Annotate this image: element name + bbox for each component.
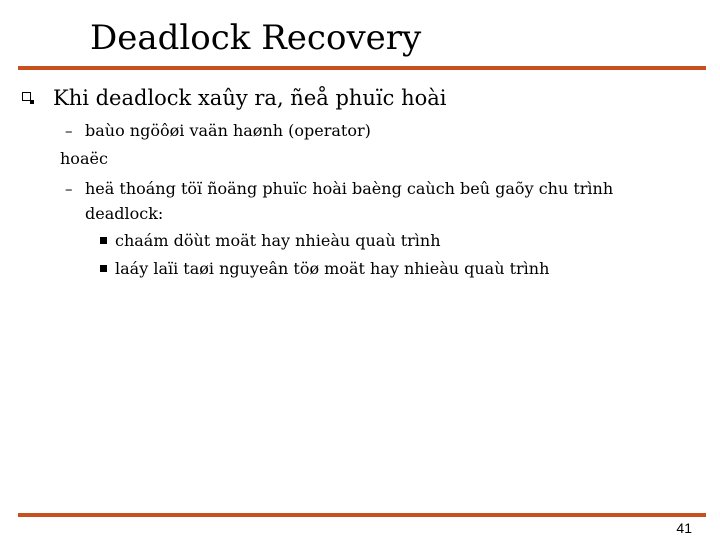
dash-icon: – (65, 122, 73, 140)
sub-bullet-1: baùo ngöôøi vaän haønh (operator) (85, 121, 371, 140)
sub-sub-bullet-1: chaám döùt moät hay nhieàu quaù trình (115, 231, 441, 250)
slide-title: Deadlock Recovery (90, 18, 422, 58)
sub-bullet-2-line-1: heä thoáng töï ñoäng phuïc hoài baèng caùch beû gaõy chu trình (85, 179, 614, 198)
sub-bullet-2-line-2: deadlock: (85, 204, 164, 223)
dash-icon: – (65, 180, 73, 198)
square-bullet-icon (22, 92, 31, 101)
connector-text: hoaëc (60, 149, 108, 168)
filled-square-bullet-icon (100, 265, 107, 272)
title-rule (18, 66, 706, 70)
sub-sub-bullet-2: laáy laïi taøi nguyeân töø moät hay nhieàu quaù trình (115, 259, 550, 278)
filled-square-bullet-icon (100, 237, 107, 244)
main-bullet-text: Khi deadlock xaûy ra, ñeå phuïc hoài (53, 86, 447, 110)
footer-rule (18, 513, 706, 517)
page-number: 41 (676, 520, 692, 536)
